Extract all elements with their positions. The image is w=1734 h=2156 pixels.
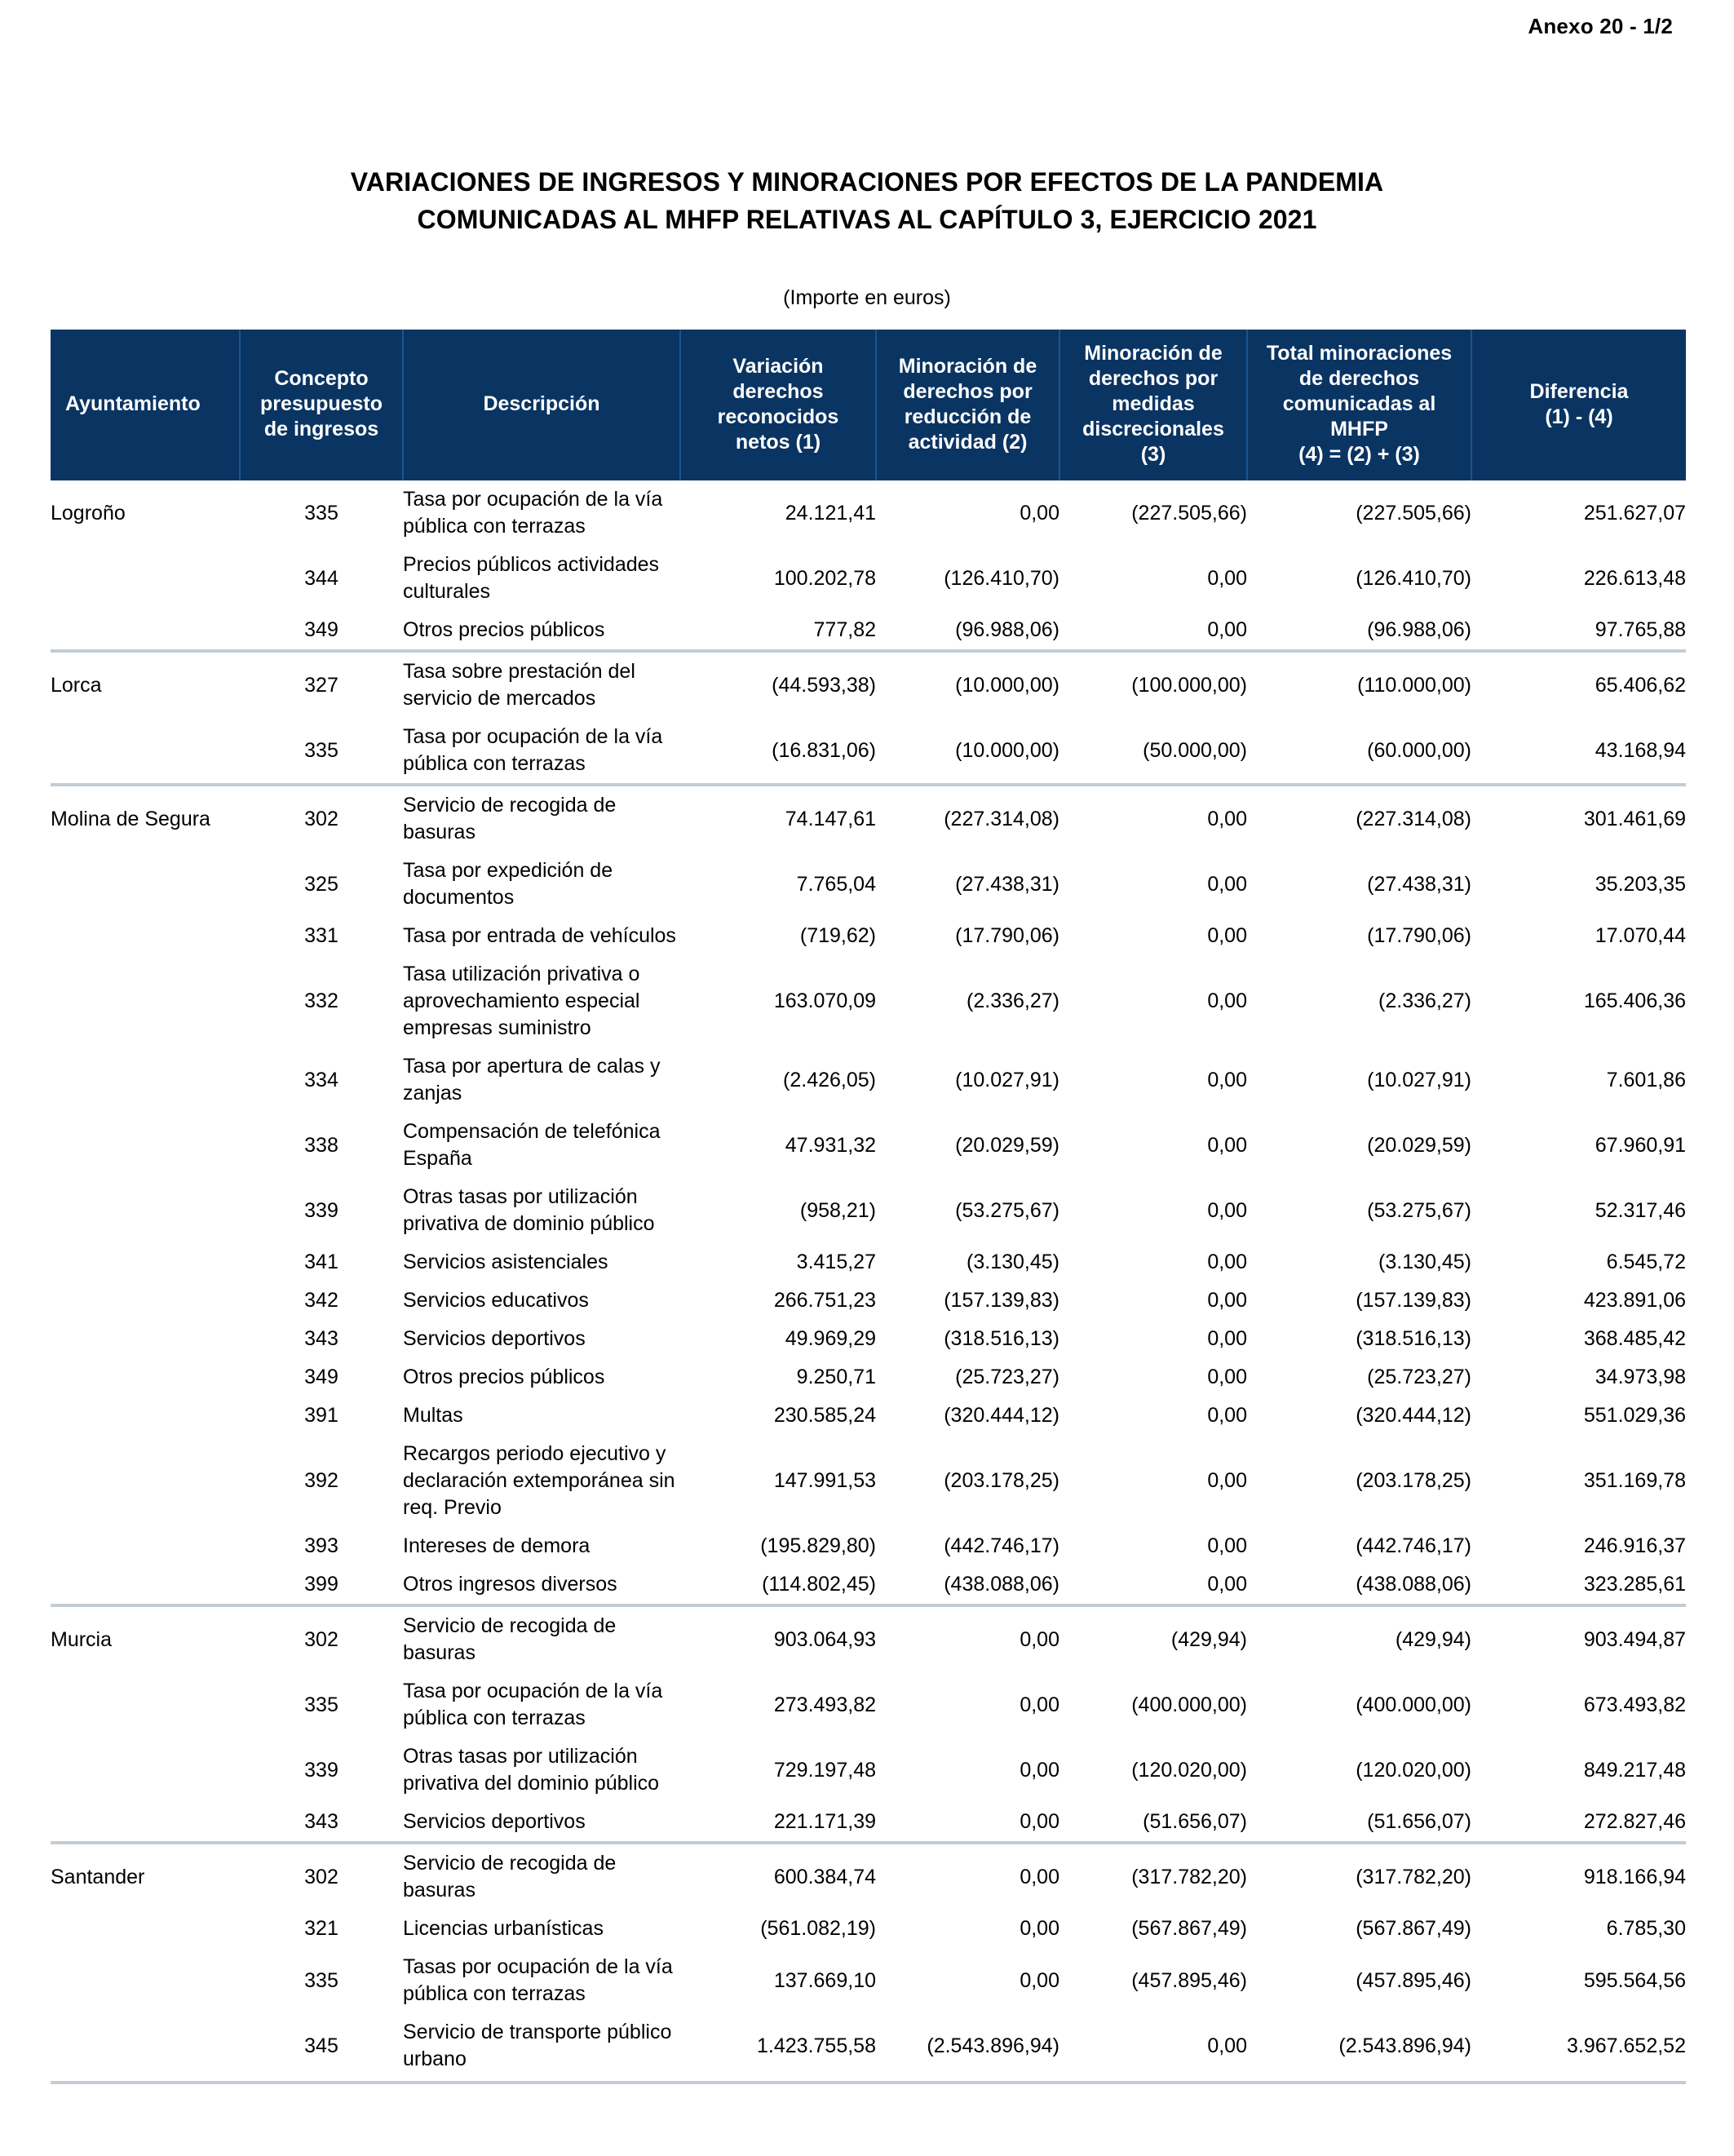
table-row [51,651,1686,718]
cell-descripcion: Tasa por ocupación de la vía pública con terrazas [403,488,663,538]
cell-ayuntamiento [51,1047,240,1113]
table-row [51,611,1686,651]
cell-minoracion-reduccion-actividad: (10.000,00) [955,738,1059,762]
cell-concepto-presupuesto: 344 [304,566,338,590]
cell-descripcion: Licencias urbanísticas [403,1917,604,1940]
cell-diferencia: 226.613,48 [1583,566,1686,590]
cell-diferencia: 251.627,07 [1583,501,1686,525]
table-row [51,1358,1686,1397]
cell-concepto-presupuesto: 335 [304,1968,338,1992]
cell-minoracion-reduccion-actividad: (10.000,00) [876,651,1059,718]
cell-descripcion: Tasas por ocupación de la vía pública con terrazas [403,1955,673,2005]
cell-minoracion-reduccion-actividad: 0,00 [1020,1758,1059,1782]
cell-descripcion: Compensación de telefónica España [403,1120,661,1170]
cell-minoracion-reduccion-actividad: (157.139,83) [944,1289,1059,1312]
cell-minoracion-medidas-discrecionales: 0,00 [1207,1534,1247,1557]
cell-ayuntamiento [51,1565,240,1605]
cell-ayuntamiento [51,852,240,917]
variacion-line-4: netos (1) [735,430,821,454]
cell-minoracion-reduccion-actividad: (320.444,12) [944,1404,1059,1427]
cell-minoracion-medidas-discrecionales: 0,00 [1207,1289,1247,1312]
cell-ayuntamiento: Molina de Segura [51,785,240,852]
cell-ayuntamiento [51,1672,240,1738]
cell-minoracion-reduccion-actividad: (20.029,59) [955,1133,1059,1157]
cell-minoracion-medidas-discrecionales: (400.000,00) [1131,1693,1247,1716]
cell-concepto-presupuesto: 302 [240,785,403,852]
cell-descripcion: Recargos periodo ejecutivo y declaración extemporánea sin req. Previo [403,1442,675,1519]
concepto-line-3: de ingresos [263,418,379,440]
cell-concepto-presupuesto: 391 [304,1404,338,1427]
cell-variacion-derechos-netos: 1.423.755,58 [680,2013,876,2083]
cell-concepto-presupuesto: 335 [304,1693,338,1716]
cell-total-minoraciones: (318.516,13) [1356,1327,1471,1350]
cell-variacion-derechos-netos: 777,82 [813,618,876,641]
cell-ayuntamiento [51,611,240,651]
minoracion3-line-5: (3) [1140,443,1166,466]
col-header-diferencia [1471,330,1686,480]
cell-variacion-derechos-netos: (2.426,05) [783,1068,876,1091]
cell-total-minoraciones: (227.314,08) [1247,785,1471,852]
cell-diferencia: 423.891,06 [1583,1289,1686,1312]
cell-diferencia: 903.494,87 [1471,1605,1686,1672]
cell-ayuntamiento [51,1910,240,1948]
minoracion2-line-3: reducción de [904,405,1032,428]
cell-minoracion-medidas-discrecionales: (429,94) [1059,1605,1247,1672]
cell-total-minoraciones: (96.988,06) [1367,618,1471,641]
cell-variacion-derechos-netos: 230.585,24 [773,1404,876,1427]
cell-variacion-derechos-netos: 47.931,32 [785,1133,876,1157]
cell-concepto-presupuesto: 343 [304,1810,338,1833]
table-header-row [51,330,1686,480]
cell-ayuntamiento [51,546,240,611]
cell-concepto-presupuesto: 339 [304,1758,338,1782]
cell-ayuntamiento: Logroño [51,501,126,525]
cell-minoracion-reduccion-actividad: (438.088,06) [944,1573,1059,1596]
cell-descripcion: Otras tasas por utilización privativa de dominio público [403,1185,655,1235]
cell-concepto-presupuesto: 349 [304,618,338,641]
cell-descripcion: Servicio de transporte público urbano [403,2013,680,2083]
cell-ayuntamiento: Santander [51,1843,240,1910]
cell-diferencia: 272.827,46 [1583,1810,1686,1833]
cell-ayuntamiento [51,1320,240,1358]
table-row [51,546,1686,611]
table-row [51,1243,1686,1282]
cell-concepto-presupuesto: 325 [304,872,338,896]
cell-descripcion: Otros precios públicos [403,618,605,641]
cell-minoracion-medidas-discrecionales: 0,00 [1059,785,1247,852]
cell-minoracion-reduccion-actividad: (3.130,45) [967,1251,1059,1273]
total-line-1: Total minoraciones [1266,342,1453,365]
cell-descripcion: Tasa por apertura de calas y zanjas [403,1055,661,1105]
table-body [51,480,1686,2083]
cell-minoracion-medidas-discrecionales: 0,00 [1207,1404,1247,1427]
cell-concepto-presupuesto: 321 [304,1917,338,1940]
cell-descripcion: Tasa por entrada de vehículos [403,924,676,947]
cell-diferencia: 7.601,86 [1606,1068,1686,1091]
cell-total-minoraciones: (457.895,46) [1356,1968,1471,1992]
cell-minoracion-medidas-discrecionales: 0,00 [1207,1573,1247,1596]
table-row [51,955,1686,1047]
cell-descripcion: Tasa por ocupación de la vía pública con terrazas [403,725,663,775]
cell-total-minoraciones: (320.444,12) [1356,1404,1471,1427]
cell-diferencia: 246.916,37 [1583,1534,1686,1557]
cell-descripcion: Otros ingresos diversos [403,1573,617,1596]
cell-total-minoraciones: (110.000,00) [1247,651,1471,718]
cell-ayuntamiento [51,1435,240,1527]
page-marker: Anexo 20 - 1/2 [1528,14,1673,38]
cell-minoracion-reduccion-actividad: 0,00 [1020,1810,1059,1833]
cell-minoracion-medidas-discrecionales: 0,00 [1207,872,1247,896]
cell-minoracion-medidas-discrecionales: 0,00 [1207,1469,1247,1492]
cell-minoracion-medidas-discrecionales: 0,00 [1207,1133,1247,1157]
cell-descripcion: Tasa por expedición de documentos [403,859,613,909]
table-row [51,1672,1686,1738]
cell-total-minoraciones: (227.505,66) [1356,501,1471,525]
table-row [51,1803,1686,1843]
cell-total-minoraciones: (10.027,91) [1367,1068,1471,1091]
cell-diferencia: 551.029,36 [1583,1404,1686,1427]
cell-ayuntamiento [51,955,240,1047]
cell-minoracion-medidas-discrecionales: (567.867,49) [1131,1917,1247,1940]
cell-diferencia: 301.461,69 [1471,785,1686,852]
cell-minoracion-reduccion-actividad: (126.410,70) [944,566,1059,590]
cell-diferencia: 918.166,94 [1471,1843,1686,1910]
table-row [51,1320,1686,1358]
cell-variacion-derechos-netos: 163.070,09 [773,989,876,1012]
cell-total-minoraciones: (317.782,20) [1247,1843,1471,1910]
table-row [51,718,1686,785]
cell-ayuntamiento [51,1243,240,1282]
table-header [51,330,1686,480]
cell-diferencia: 52.317,46 [1595,1198,1686,1222]
cell-concepto-presupuesto: 331 [304,924,338,947]
table-row [51,917,1686,955]
title-line-1: VARIACIONES DE INGRESOS Y MINORACIONES POR EFECTOS DE LA PANDEMIA [350,167,1384,197]
diferencia-line-1: Diferencia [1529,379,1629,403]
cell-total-minoraciones: (20.029,59) [1367,1133,1471,1157]
cell-total-minoraciones: (2.336,27) [1378,989,1471,1012]
cell-concepto-presupuesto: 343 [304,1327,338,1350]
cell-minoracion-reduccion-actividad: (53.275,67) [955,1198,1059,1222]
table-row [51,1565,1686,1605]
total-line-4: MHFP [1330,418,1388,440]
cell-variacion-derechos-netos: 273.493,82 [773,1693,876,1716]
cell-minoracion-reduccion-actividad: (442.746,17) [944,1534,1059,1557]
cell-variacion-derechos-netos: (114.802,45) [762,1573,876,1596]
cell-variacion-derechos-netos: (195.829,80) [760,1534,876,1557]
cell-variacion-derechos-netos: 137.669,10 [773,1968,876,1992]
cell-diferencia: 351.169,78 [1583,1469,1686,1492]
table-row [51,1527,1686,1565]
table-row [51,1910,1686,1948]
cell-diferencia: 17.070,44 [1595,924,1686,947]
table-row [51,1843,1686,1910]
cell-total-minoraciones: (27.438,31) [1367,872,1471,896]
cell-ayuntamiento [51,718,240,785]
col-header-minoracion-discrecionales [1059,330,1247,480]
cell-variacion-derechos-netos: 49.969,29 [785,1327,876,1350]
cell-variacion-derechos-netos: 9.250,71 [796,1366,876,1388]
col-header-ayuntamiento-label: Ayuntamiento [65,392,201,415]
document-title [0,163,1734,238]
cell-diferencia: 323.285,61 [1583,1573,1686,1596]
cell-minoracion-medidas-discrecionales: (457.895,46) [1131,1968,1247,1992]
table-row [51,1113,1686,1178]
cell-total-minoraciones: (2.543.896,94) [1247,2013,1471,2083]
cell-minoracion-medidas-discrecionales: (227.505,66) [1131,501,1247,525]
data-table-container [51,330,1686,2084]
col-header-total-minoraciones [1247,330,1471,480]
cell-concepto-presupuesto: 393 [304,1534,338,1557]
cell-variacion-derechos-netos: 7.765,04 [796,872,876,896]
cell-minoracion-reduccion-actividad: (17.790,06) [955,924,1059,947]
cell-total-minoraciones: (442.746,17) [1356,1534,1471,1557]
total-line-2: de derechos [1298,367,1420,390]
cell-diferencia: 65.406,62 [1471,651,1686,718]
cell-diferencia: 35.203,35 [1595,872,1686,896]
cell-concepto-presupuesto: 302 [240,1605,403,1672]
cell-minoracion-medidas-discrecionales: 0,00 [1207,618,1247,641]
table-row [51,1282,1686,1320]
cell-minoracion-reduccion-actividad: (318.516,13) [944,1327,1059,1350]
cell-variacion-derechos-netos: (561.082,19) [760,1917,876,1940]
descripcion-label: Descripción [483,392,600,415]
cell-ayuntamiento: Murcia [51,1605,240,1672]
cell-minoracion-medidas-discrecionales: (100.000,00) [1059,651,1247,718]
cell-minoracion-reduccion-actividad: 0,00 [876,1843,1059,1910]
cell-concepto-presupuesto: 341 [304,1251,338,1273]
cell-total-minoraciones: (438.088,06) [1356,1573,1471,1596]
cell-minoracion-medidas-discrecionales: 0,00 [1207,1198,1247,1222]
cell-diferencia: 97.765,88 [1595,618,1686,641]
table-row [51,1047,1686,1113]
cell-descripcion: Servicios deportivos [403,1810,586,1833]
cell-ayuntamiento [51,1803,240,1843]
cell-total-minoraciones: (157.139,83) [1356,1289,1471,1312]
cell-total-minoraciones: (60.000,00) [1367,738,1471,762]
minoracion3-line-3: medidas [1112,392,1195,415]
cell-ayuntamiento [51,1397,240,1435]
cell-minoracion-medidas-discrecionales: 0,00 [1207,1327,1247,1350]
cell-variacion-derechos-netos: 600.384,74 [680,1843,876,1910]
cell-descripcion: Otras tasas por utilización privativa del dominio público [403,1745,660,1795]
col-header-ayuntamiento [51,330,240,480]
cell-minoracion-reduccion-actividad: 0,00 [1020,1693,1059,1716]
cell-minoracion-reduccion-actividad: (203.178,25) [944,1469,1059,1492]
cell-diferencia: 368.485,42 [1583,1327,1686,1350]
cell-diferencia: 34.973,98 [1595,1366,1686,1388]
minoracion2-line-1: Minoración de [898,354,1037,378]
table-row [51,1435,1686,1527]
col-header-minoracion-reduccion [876,330,1059,480]
cell-descripcion: Multas [403,1404,463,1427]
cell-ayuntamiento: Lorca [51,651,240,718]
total-line-5: (4) = (2) + (3) [1298,443,1420,466]
variacion-line-3: reconocidos [717,405,839,428]
cell-minoracion-reduccion-actividad: (227.314,08) [876,785,1059,852]
col-header-descripcion [403,330,680,480]
table-row [51,480,1686,546]
cell-concepto-presupuesto: 392 [304,1469,338,1492]
cell-ayuntamiento [51,1282,240,1320]
cell-variacion-derechos-netos: 3.415,27 [796,1251,876,1273]
cell-minoracion-medidas-discrecionales: (50.000,00) [1143,738,1247,762]
cell-diferencia: 165.406,36 [1583,989,1686,1012]
total-line-3: comunicadas al [1282,392,1436,415]
cell-ayuntamiento [51,1738,240,1803]
cell-minoracion-medidas-discrecionales: 0,00 [1207,924,1247,947]
cell-total-minoraciones: (3.130,45) [1378,1251,1471,1273]
cell-descripcion: Tasa sobre prestación del servicio de mercados [403,651,680,718]
cell-concepto-presupuesto: 338 [304,1133,338,1157]
table-row [51,1178,1686,1243]
cell-diferencia: 43.168,94 [1595,738,1686,762]
variacion-line-1: Variación [732,354,824,378]
diferencia-line-2: (1) - (4) [1545,405,1613,428]
cell-minoracion-medidas-discrecionales: 0,00 [1207,1251,1247,1273]
cell-total-minoraciones: (126.410,70) [1356,566,1471,590]
cell-ayuntamiento [51,2013,240,2083]
cell-ayuntamiento [51,1113,240,1178]
cell-concepto-presupuesto: 332 [304,989,338,1012]
cell-variacion-derechos-netos: 729.197,48 [773,1758,876,1782]
cell-descripcion: Otros precios públicos [403,1366,605,1388]
cell-concepto-presupuesto: 349 [304,1366,338,1388]
cell-minoracion-medidas-discrecionales: (317.782,20) [1059,1843,1247,1910]
cell-minoracion-reduccion-actividad: (2.336,27) [967,989,1059,1012]
cell-ayuntamiento [51,1948,240,2013]
cell-minoracion-reduccion-actividad: (2.543.896,94) [876,2013,1059,2083]
cell-minoracion-reduccion-actividad: 0,00 [1020,501,1059,525]
variaciones-table [51,330,1686,2084]
cell-total-minoraciones: (25.723,27) [1367,1366,1471,1388]
cell-variacion-derechos-netos: 100.202,78 [773,566,876,590]
minoracion3-line-4: discrecionales [1082,418,1224,440]
cell-total-minoraciones: (120.020,00) [1356,1758,1471,1782]
cell-diferencia: 67.960,91 [1595,1133,1686,1157]
table-row [51,1948,1686,2013]
cell-minoracion-reduccion-actividad: 0,00 [876,1605,1059,1672]
cell-concepto-presupuesto: 399 [304,1573,338,1596]
cell-concepto-presupuesto: 302 [240,1843,403,1910]
cell-total-minoraciones: (17.790,06) [1367,924,1471,947]
title-line-2: COMUNICADAS AL MHFP RELATIVAS AL CAPÍTULO 3, EJERCICIO 2021 [417,205,1317,234]
cell-ayuntamiento [51,1358,240,1397]
cell-variacion-derechos-netos: 903.064,93 [680,1605,876,1672]
units-note: (Importe en euros) [783,286,951,309]
table-row [51,1605,1686,1672]
cell-concepto-presupuesto: 335 [304,501,338,525]
cell-minoracion-medidas-discrecionales: 0,00 [1207,566,1247,590]
cell-total-minoraciones: (429,94) [1247,1605,1471,1672]
cell-descripcion: Servicios deportivos [403,1327,586,1350]
minoracion2-line-2: derechos por [903,379,1033,403]
cell-minoracion-reduccion-actividad: (10.027,91) [955,1068,1059,1091]
cell-concepto-presupuesto: 339 [304,1198,338,1222]
cell-variacion-derechos-netos: 147.991,53 [773,1469,876,1492]
cell-total-minoraciones: (53.275,67) [1367,1198,1471,1222]
cell-concepto-presupuesto: 342 [304,1289,338,1312]
cell-variacion-derechos-netos: 266.751,23 [773,1289,876,1312]
minoracion3-line-2: derechos por [1088,367,1219,390]
cell-concepto-presupuesto: 327 [240,651,403,718]
cell-minoracion-reduccion-actividad: 0,00 [1020,1968,1059,1992]
col-header-variacion [680,330,876,480]
cell-minoracion-medidas-discrecionales: 0,00 [1207,1366,1247,1388]
cell-minoracion-reduccion-actividad: (25.723,27) [955,1366,1059,1388]
cell-variacion-derechos-netos: 74.147,61 [680,785,876,852]
cell-ayuntamiento [51,917,240,955]
cell-concepto-presupuesto: 334 [304,1068,338,1091]
cell-concepto-presupuesto: 335 [304,738,338,762]
cell-variacion-derechos-netos: (16.831,06) [772,738,876,762]
cell-descripcion: Servicio de recogida de basuras [403,785,680,852]
col-header-concepto [240,330,403,480]
cell-minoracion-reduccion-actividad: 0,00 [1020,1917,1059,1940]
cell-minoracion-medidas-discrecionales: (120.020,00) [1131,1758,1247,1782]
cell-minoracion-medidas-discrecionales: 0,00 [1059,2013,1247,2083]
cell-variacion-derechos-netos: (719,62) [799,924,876,947]
table-row [51,1738,1686,1803]
cell-variacion-derechos-netos: 24.121,41 [785,501,876,525]
table-row [51,852,1686,917]
variacion-line-2: derechos [732,379,824,403]
cell-concepto-presupuesto: 345 [240,2013,403,2083]
cell-minoracion-reduccion-actividad: (96.988,06) [955,618,1059,641]
cell-diferencia: 595.564,56 [1583,1968,1686,1992]
table-row [51,1397,1686,1435]
table-row [51,2013,1686,2083]
cell-total-minoraciones: (51.656,07) [1367,1810,1471,1833]
table-row [51,785,1686,852]
minoracion2-line-4: actividad (2) [908,430,1028,454]
cell-diferencia: 673.493,82 [1583,1693,1686,1716]
cell-descripcion: Servicio de recogida de basuras [403,1605,680,1672]
concepto-line-2: presupuesto [259,392,383,415]
cell-descripcion: Servicios asistenciales [403,1251,608,1273]
minoracion3-line-1: Minoración de [1084,342,1223,365]
cell-variacion-derechos-netos: 221.171,39 [773,1810,876,1833]
concepto-line-1: Concepto [274,367,369,390]
cell-descripcion: Intereses de demora [403,1534,591,1557]
cell-descripcion: Tasa utilización privativa o aprovechamiento especial empresas suministro [403,963,640,1039]
cell-diferencia: 6.785,30 [1606,1917,1686,1940]
cell-descripcion: Servicio de recogida de basuras [403,1843,680,1910]
cell-minoracion-medidas-discrecionales: 0,00 [1207,989,1247,1012]
cell-variacion-derechos-netos: (44.593,38) [680,651,876,718]
cell-total-minoraciones: (567.867,49) [1356,1917,1471,1940]
cell-descripcion: Servicios educativos [403,1289,589,1312]
cell-total-minoraciones: (203.178,25) [1356,1469,1471,1492]
cell-minoracion-reduccion-actividad: (27.438,31) [955,872,1059,896]
cell-ayuntamiento [51,1178,240,1243]
cell-diferencia: 849.217,48 [1583,1758,1686,1782]
cell-total-minoraciones: (400.000,00) [1356,1693,1471,1716]
cell-descripcion: Precios públicos actividades culturales [403,553,660,603]
cell-minoracion-medidas-discrecionales: 0,00 [1207,1068,1247,1091]
cell-minoracion-medidas-discrecionales: (51.656,07) [1143,1810,1247,1833]
cell-ayuntamiento [51,1527,240,1565]
cell-diferencia: 6.545,72 [1606,1251,1686,1273]
cell-variacion-derechos-netos: (958,21) [799,1198,876,1222]
cell-descripcion: Tasa por ocupación de la vía pública con terrazas [403,1680,663,1729]
cell-diferencia: 3.967.652,52 [1471,2013,1686,2083]
